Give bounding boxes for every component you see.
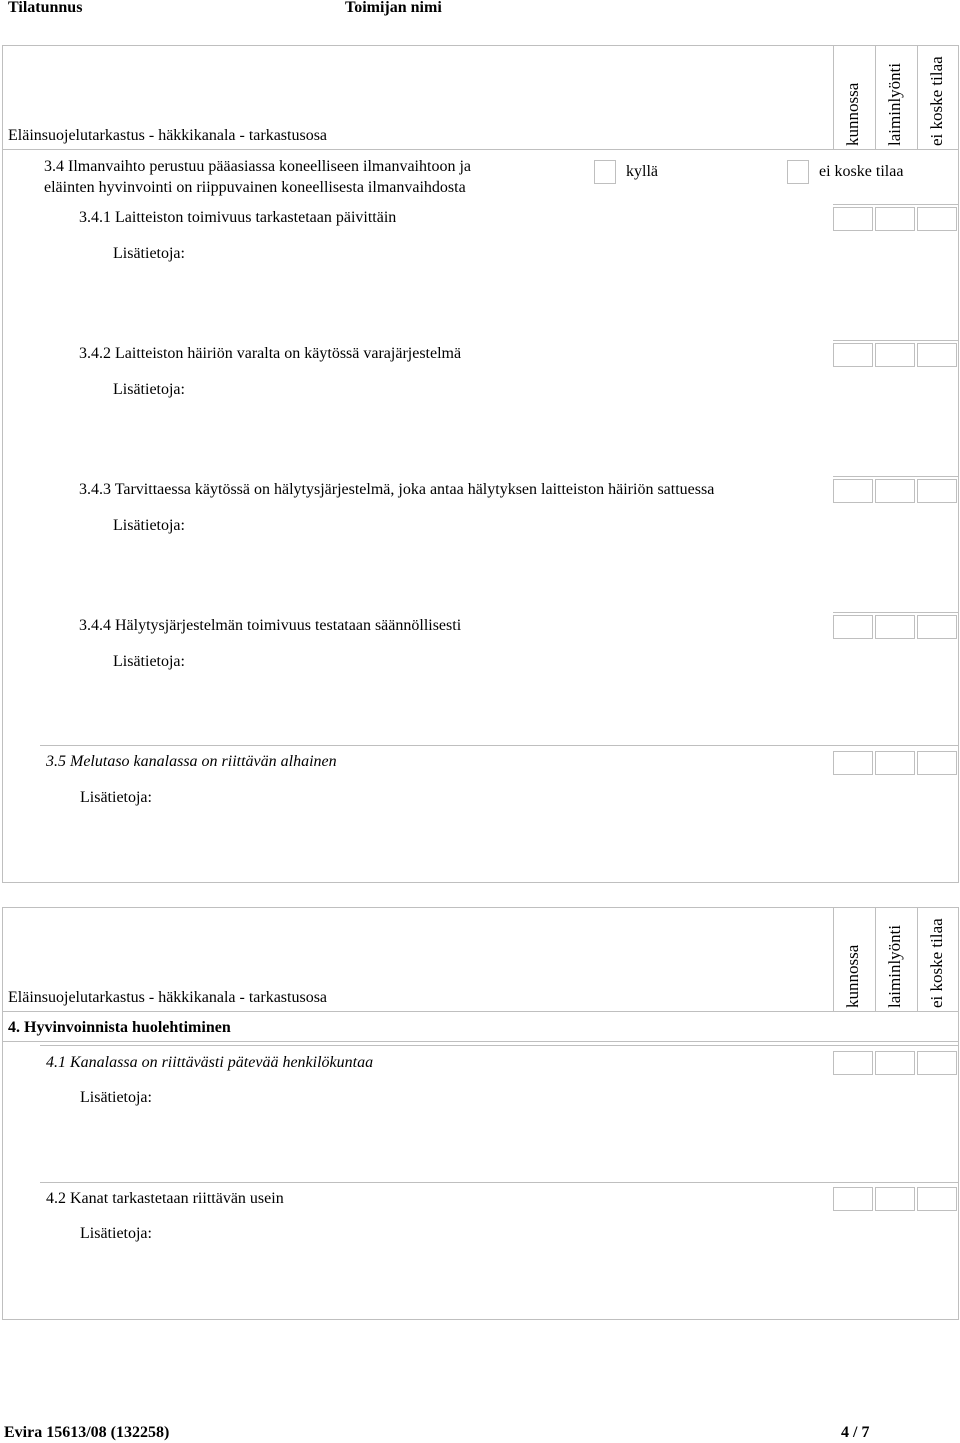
row-divider <box>833 612 959 613</box>
question-4-1: 4.1 Kanalassa on riittävästi pätevää henkilökuntaa <box>46 1054 374 1071</box>
ok-checkbox-3-4-3[interactable] <box>833 479 873 503</box>
neglect-checkbox-3-5[interactable] <box>875 751 915 775</box>
question-3-4-line1: 3.4 Ilmanvaihto perustuu pääasiassa koneelliseen ilmanvaihtoon ja <box>44 158 471 175</box>
section-1-header-divider <box>2 149 959 150</box>
question-4-2: 4.2 Kanat tarkastetaan riittävän usein <box>46 1190 284 1207</box>
neglect-checkbox-4-1[interactable] <box>875 1051 915 1075</box>
yes-label: kyllä <box>626 163 658 180</box>
not-applicable-checkbox-3-5[interactable] <box>917 751 957 775</box>
document-id: Evira 15613/08 (132258) <box>4 1424 170 1441</box>
column-divider <box>875 907 876 1012</box>
question-3-4-2: 3.4.2 Laitteiston häiriön varalta on käytössä varajärjestelmä <box>79 345 462 362</box>
ok-checkbox-3-4-4[interactable] <box>833 615 873 639</box>
additional-info-label: Lisätietoja: <box>113 245 185 262</box>
row-divider <box>40 745 959 746</box>
row-divider <box>40 1045 959 1046</box>
question-3-4-4: 3.4.4 Hälytysjärjestelmän toimivuus testataan säännöllisesti <box>79 617 462 634</box>
row-divider <box>833 204 959 205</box>
column-header-not-applicable: ei koske tilaa <box>927 56 946 146</box>
section-2-title: Eläinsuojelutarkastus - häkkikanala - tarkastusosa <box>8 989 328 1006</box>
section-1-title: Eläinsuojelutarkastus - häkkikanala - tarkastusosa <box>8 127 328 144</box>
additional-info-label: Lisätietoja: <box>80 789 152 806</box>
column-divider <box>833 45 834 150</box>
not-applicable-label: ei koske tilaa <box>819 163 904 180</box>
ok-checkbox-4-1[interactable] <box>833 1051 873 1075</box>
additional-info-label: Lisätietoja: <box>113 381 185 398</box>
not-applicable-checkbox-3-4-3[interactable] <box>917 479 957 503</box>
question-3-5: 3.5 Melutaso kanalassa on riittävän alhainen <box>46 753 337 770</box>
row-divider <box>833 476 959 477</box>
section-2-header-divider <box>2 1011 959 1012</box>
neglect-checkbox-4-2[interactable] <box>875 1187 915 1211</box>
not-applicable-checkbox-3-4-2[interactable] <box>917 343 957 367</box>
column-header-ok: kunnossa <box>843 82 862 146</box>
column-divider <box>833 907 834 1012</box>
not-applicable-checkbox-3-4-4[interactable] <box>917 615 957 639</box>
column-divider <box>875 45 876 150</box>
ok-checkbox-4-2[interactable] <box>833 1187 873 1211</box>
not-applicable-checkbox[interactable] <box>787 160 809 184</box>
ok-checkbox-3-5[interactable] <box>833 751 873 775</box>
question-3-4-3: 3.4.3 Tarvittaessa käytössä on hälytysjärjestelmä, joka antaa hälytyksen laitteiston häiriön sattuessa <box>79 481 715 498</box>
column-header-neglect: laiminlyönti <box>885 62 904 146</box>
additional-info-label: Lisätietoja: <box>80 1089 152 1106</box>
question-3-4-line2: eläinten hyvinvointi on riippuvainen koneellisesta ilmanvaihdosta <box>44 179 466 196</box>
not-applicable-checkbox-4-2[interactable] <box>917 1187 957 1211</box>
additional-info-label: Lisätietoja: <box>113 653 185 670</box>
row-divider <box>40 1182 959 1183</box>
page-number: 4 / 7 <box>841 1424 870 1441</box>
ok-checkbox-3-4-2[interactable] <box>833 343 873 367</box>
not-applicable-checkbox-3-4-1[interactable] <box>917 207 957 231</box>
column-divider <box>917 45 918 150</box>
farm-id-label: Tilatunnus <box>8 0 83 16</box>
operator-name-label: Toimijan nimi <box>345 0 442 16</box>
neglect-checkbox-3-4-2[interactable] <box>875 343 915 367</box>
question-3-4-1: 3.4.1 Laitteiston toimivuus tarkastetaan päivittäin <box>79 209 397 226</box>
neglect-checkbox-3-4-1[interactable] <box>875 207 915 231</box>
inspection-section-2 <box>2 907 959 1320</box>
additional-info-label: Lisätietoja: <box>113 517 185 534</box>
neglect-checkbox-3-4-4[interactable] <box>875 615 915 639</box>
section-heading-4: 4. Hyvinvoinnista huolehtiminen <box>8 1019 231 1036</box>
additional-info-label: Lisätietoja: <box>80 1225 152 1242</box>
ok-checkbox-3-4-1[interactable] <box>833 207 873 231</box>
neglect-checkbox-3-4-3[interactable] <box>875 479 915 503</box>
column-header-not-applicable: ei koske tilaa <box>927 918 946 1008</box>
column-header-neglect: laiminlyönti <box>885 924 904 1008</box>
column-header-ok: kunnossa <box>843 944 862 1008</box>
row-divider <box>833 340 959 341</box>
column-divider <box>917 907 918 1012</box>
heading-divider <box>2 1041 959 1042</box>
yes-checkbox[interactable] <box>594 160 616 184</box>
not-applicable-checkbox-4-1[interactable] <box>917 1051 957 1075</box>
